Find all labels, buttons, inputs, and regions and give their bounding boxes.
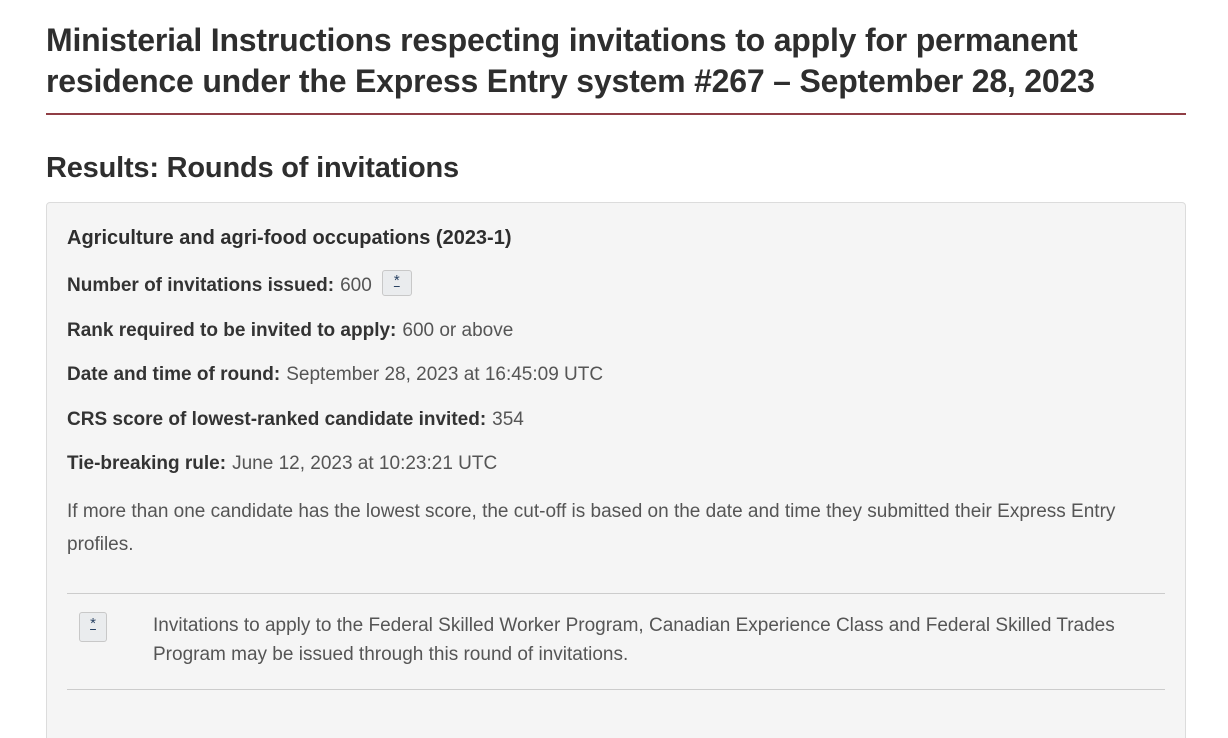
field-label: Tie-breaking rule: <box>67 453 227 475</box>
footnote-bottom-divider <box>67 689 1165 690</box>
page-title: Ministerial Instructions respecting invitations to apply for permanent residence under the Express Entry system #267 – September 28, 2023 <box>46 20 1186 115</box>
tie-break-explanation: If more than one candidate has the lowest score, the cut-off is based on the date and time they submitted their Express Entry profiles. <box>67 500 1116 555</box>
footnote-item <box>67 594 1165 689</box>
field-value: 600 or above <box>402 319 514 341</box>
field-row-invitations-issued <box>67 270 1165 301</box>
field-row-crs-score <box>67 406 1165 435</box>
program-title: Agriculture and agri-food occupations (2023-1) <box>67 227 512 250</box>
footnote-text: Invitations to apply to the Federal Skilled Worker Program, Canadian Experience Class and Federal Skilled Trades Program may be issued through this round of invitations. <box>153 615 1115 665</box>
field-label: Rank required to be invited to apply: <box>67 319 397 341</box>
field-value: June 12, 2023 at 10:23:21 UTC <box>232 453 498 475</box>
results-section-heading: Results: Rounds of invitations <box>46 152 459 185</box>
field-row-tie-breaking-rule <box>67 450 1165 479</box>
field-label: CRS score of lowest-ranked candidate invited: <box>67 408 487 430</box>
field-value: September 28, 2023 at 16:45:09 UTC <box>286 364 604 386</box>
footnote-marker-link[interactable]: * <box>79 612 107 642</box>
field-row-date-time <box>67 361 1165 390</box>
field-label: Number of invitations issued: <box>67 275 335 297</box>
field-label: Date and time of round: <box>67 364 281 386</box>
field-row-rank-required <box>67 317 1165 346</box>
footnote-asterisk-link[interactable]: * <box>382 270 412 296</box>
round-results-panel <box>46 202 1186 738</box>
field-value: 600 <box>340 275 372 297</box>
page-content <box>46 20 1186 738</box>
field-value: 354 <box>492 408 524 430</box>
